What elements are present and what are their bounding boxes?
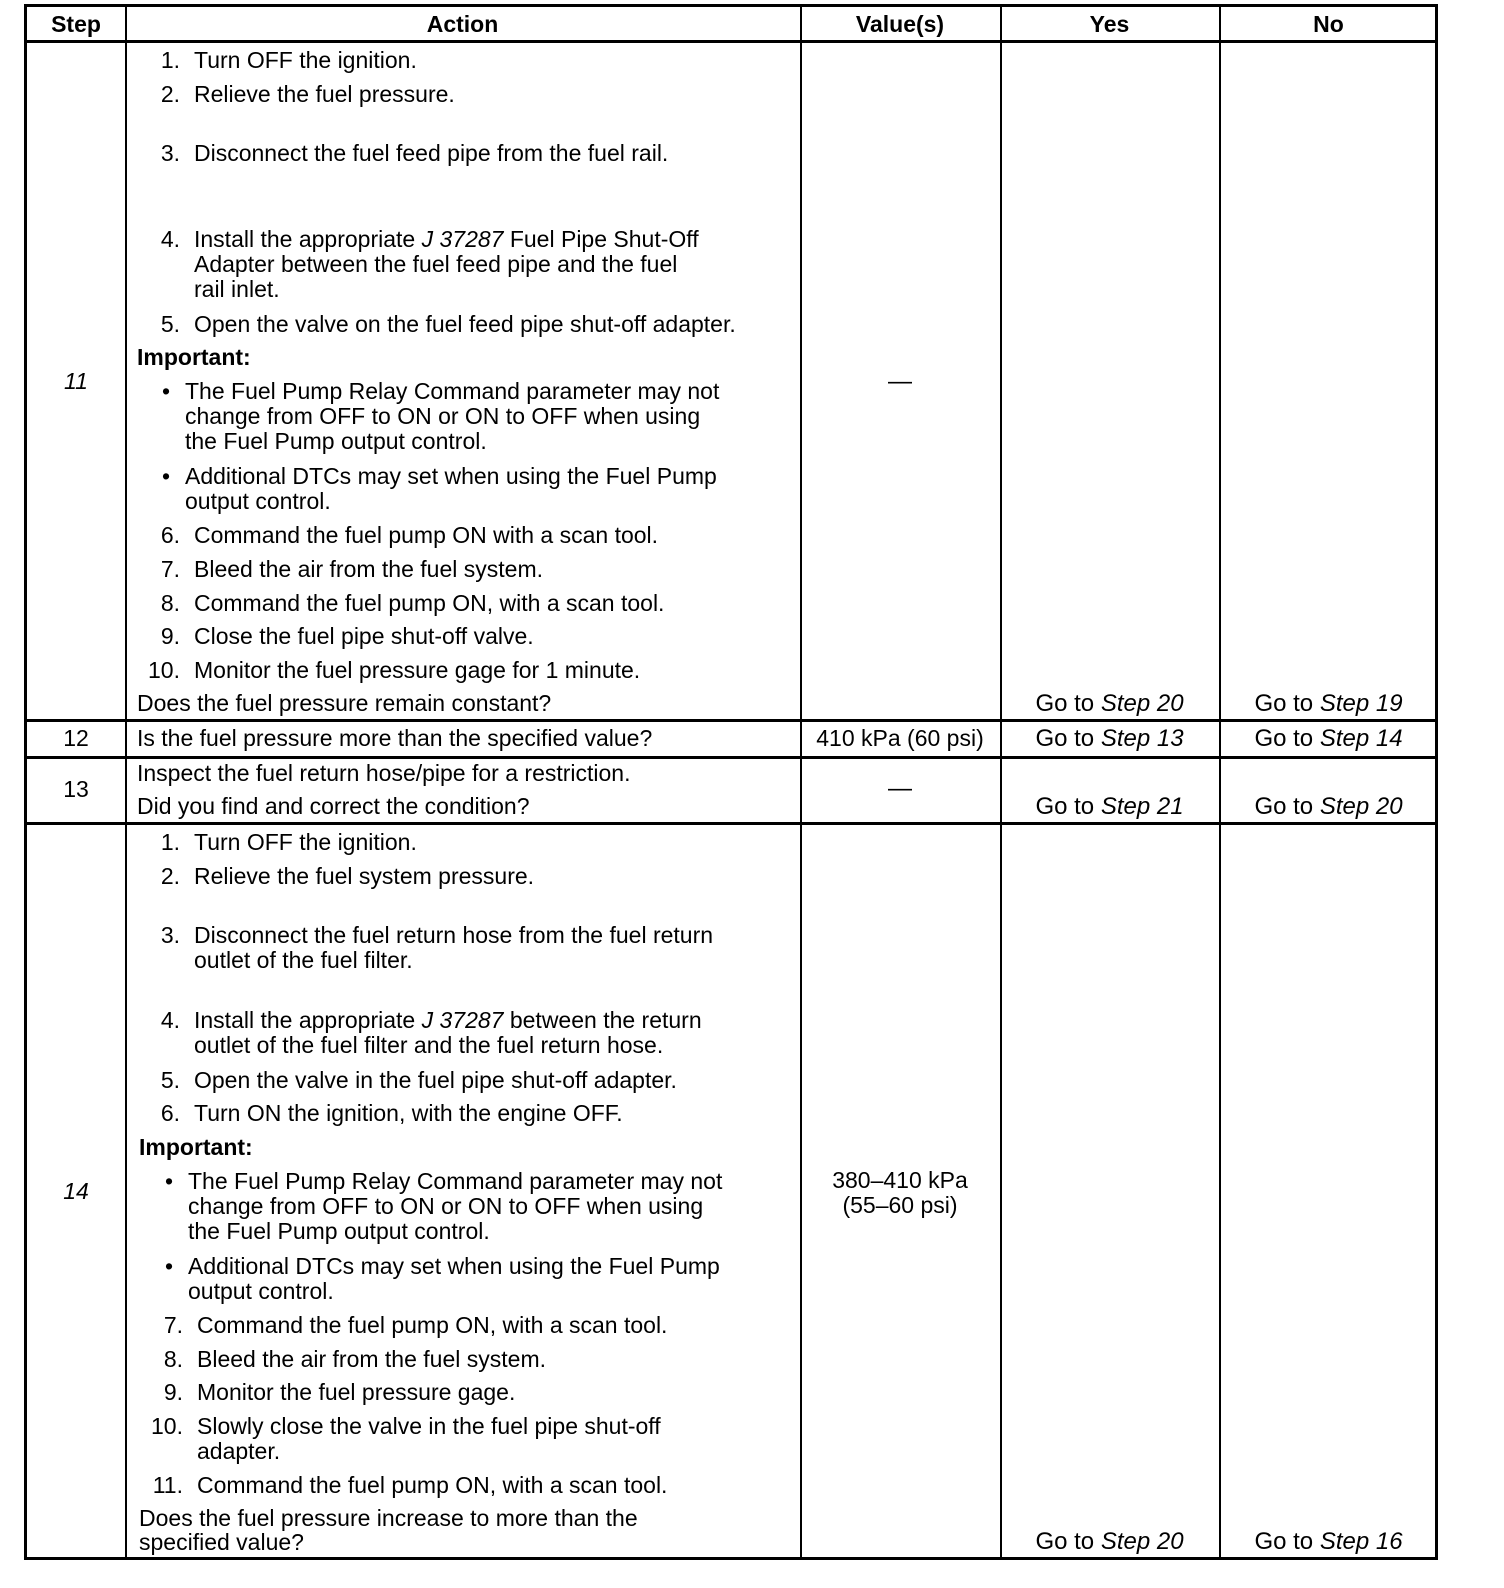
action-text: outlet of the fuel filter. xyxy=(194,947,413,973)
action-text: Turn OFF the ignition. xyxy=(194,829,417,855)
action-text: Disconnect the fuel return hose from the fuel return xyxy=(194,922,714,948)
action-text: adapter. xyxy=(197,1438,281,1464)
list-number: 3. xyxy=(160,922,180,948)
action-text: Close the fuel pipe shut-off valve. xyxy=(194,623,534,649)
list-number: 2. xyxy=(160,81,180,107)
bullet-text: output control. xyxy=(185,488,331,514)
yes-goto xyxy=(1000,1529,1219,1555)
row-divider xyxy=(27,822,1435,825)
value-text: 410 kPa (60 psi) xyxy=(816,725,984,751)
list-number: 8. xyxy=(163,1346,183,1372)
list-number: 8. xyxy=(160,590,180,616)
action-text: Slowly close the valve in the fuel pipe shut-off xyxy=(197,1413,661,1439)
col-divider xyxy=(1000,7,1002,1557)
header-action: Action xyxy=(426,11,499,37)
list-number: 10. xyxy=(148,657,180,683)
goto-step: Step 19 xyxy=(1319,690,1403,717)
action-text: outlet of the fuel filter and the fuel return hose. xyxy=(194,1032,664,1058)
bullet-text: Additional DTCs may set when using the Fuel Pump xyxy=(188,1253,720,1279)
question-text: Did you find and correct the condition? xyxy=(137,793,530,819)
list-number: 3. xyxy=(160,140,180,166)
action-text xyxy=(194,1008,702,1033)
yes-goto xyxy=(1000,794,1219,820)
goto-prefix: Go to xyxy=(1035,690,1101,717)
action-text: rail inlet. xyxy=(194,276,280,302)
list-number: 7. xyxy=(160,556,180,582)
action-text: Command the fuel pump ON, with a scan tool. xyxy=(194,590,665,616)
goto-step: Step 20 xyxy=(1100,690,1184,717)
goto-step: Step 20 xyxy=(1100,1528,1184,1555)
goto-step: Step 14 xyxy=(1319,725,1403,752)
goto-step: Step 16 xyxy=(1319,1528,1403,1555)
bullet-text: change from OFF to ON or ON to OFF when using xyxy=(185,403,701,429)
action-text: Bleed the air from the fuel system. xyxy=(197,1346,546,1372)
action-text: Inspect the fuel return hose/pipe for a restriction. xyxy=(137,760,631,786)
list-number: 7. xyxy=(163,1312,183,1338)
bullet-text: the Fuel Pump output control. xyxy=(185,428,487,454)
action-text: Disconnect the fuel feed pipe from the fuel rail. xyxy=(194,140,669,166)
header-step: Step xyxy=(51,11,101,37)
list-number: 4. xyxy=(160,1007,180,1033)
goto-prefix: Go to xyxy=(1254,690,1320,717)
question-text: Does the fuel pressure increase to more than the xyxy=(139,1505,638,1531)
header-values: Value(s) xyxy=(855,11,945,37)
step-number: 14 xyxy=(63,1178,89,1204)
goto-prefix: Go to xyxy=(1035,725,1101,752)
question-text: Does the fuel pressure remain constant? xyxy=(137,690,552,716)
yes-goto xyxy=(1000,691,1219,717)
row-divider xyxy=(27,756,1435,759)
important-label: Important: xyxy=(137,344,251,370)
goto-prefix: Go to xyxy=(1254,725,1320,752)
goto-step: Step 21 xyxy=(1100,793,1184,820)
action-text xyxy=(194,227,699,252)
action-text: Open the valve in the fuel pipe shut-off adapter. xyxy=(194,1067,677,1093)
value-text: (55–60 psi) xyxy=(842,1192,958,1218)
text-run: Install the appropriate xyxy=(194,1007,422,1033)
question-text: specified value? xyxy=(139,1529,304,1555)
text-run: between the return xyxy=(503,1007,702,1033)
list-number: 1. xyxy=(160,47,180,73)
tool-number: J 37287 xyxy=(421,226,504,252)
tool-number: J 37287 xyxy=(421,1007,504,1033)
no-goto xyxy=(1219,726,1438,752)
bullet-text: change from OFF to ON or ON to OFF when using xyxy=(188,1193,704,1219)
bullet-text: Additional DTCs may set when using the Fuel Pump xyxy=(185,463,717,489)
bullet: • xyxy=(165,1168,174,1194)
goto-step: Step 20 xyxy=(1319,793,1403,820)
list-number: 10. xyxy=(151,1413,183,1439)
list-number: 6. xyxy=(160,1100,180,1126)
action-text: Bleed the air from the fuel system. xyxy=(194,556,543,582)
header-no: No xyxy=(1313,11,1344,37)
row-divider xyxy=(27,719,1435,722)
step-number: 12 xyxy=(63,725,89,751)
diagnostic-table xyxy=(24,4,1438,1560)
list-number: 9. xyxy=(160,623,180,649)
no-goto xyxy=(1219,794,1438,820)
no-goto xyxy=(1219,691,1438,717)
important-label: Important: xyxy=(139,1134,253,1160)
goto-prefix: Go to xyxy=(1035,1528,1101,1555)
action-text: Command the fuel pump ON, with a scan tool. xyxy=(197,1472,668,1498)
list-number: 9. xyxy=(163,1379,183,1405)
action-text: Relieve the fuel system pressure. xyxy=(194,863,535,889)
text-run: Install the appropriate xyxy=(194,226,422,252)
action-text: Adapter between the fuel feed pipe and the fuel xyxy=(194,251,678,277)
bullet-text: output control. xyxy=(188,1278,334,1304)
goto-step: Step 13 xyxy=(1100,725,1184,752)
action-text: Turn OFF the ignition. xyxy=(194,47,417,73)
list-number: 11. xyxy=(152,1472,183,1498)
value-text: 380–410 kPa xyxy=(832,1167,968,1193)
list-number: 5. xyxy=(160,1067,180,1093)
no-goto xyxy=(1219,1529,1438,1555)
step-number: 11 xyxy=(64,368,88,394)
step-number: 13 xyxy=(63,776,89,802)
action-text: Relieve the fuel pressure. xyxy=(194,81,455,107)
action-text: Open the valve on the fuel feed pipe shut-off adapter. xyxy=(194,311,736,337)
text-run: Fuel Pipe Shut-Off xyxy=(503,226,699,252)
bullet: • xyxy=(162,463,171,489)
goto-prefix: Go to xyxy=(1035,793,1101,820)
bullet: • xyxy=(165,1253,174,1279)
yes-goto xyxy=(1000,726,1219,752)
action-text: Command the fuel pump ON, with a scan tool. xyxy=(197,1312,668,1338)
list-number: 1. xyxy=(160,829,180,855)
bullet-text: The Fuel Pump Relay Command parameter may not xyxy=(188,1168,723,1194)
action-text: Monitor the fuel pressure gage. xyxy=(197,1379,516,1405)
header-yes: Yes xyxy=(1089,11,1130,37)
col-divider xyxy=(125,7,127,1557)
list-number: 2. xyxy=(160,863,180,889)
action-text: Turn ON the ignition, with the engine OFF. xyxy=(194,1100,623,1126)
col-divider xyxy=(1219,7,1221,1557)
value-text: — xyxy=(888,775,912,802)
question-text: Is the fuel pressure more than the specified value? xyxy=(137,725,653,751)
list-number: 4. xyxy=(160,226,180,252)
bullet: • xyxy=(162,378,171,404)
goto-prefix: Go to xyxy=(1254,1528,1320,1555)
goto-prefix: Go to xyxy=(1254,793,1320,820)
bullet-text: the Fuel Pump output control. xyxy=(188,1218,490,1244)
action-text: Command the fuel pump ON with a scan tool. xyxy=(194,522,659,548)
action-text: Monitor the fuel pressure gage for 1 minute. xyxy=(194,657,641,683)
list-number: 5. xyxy=(160,311,180,337)
list-number: 6. xyxy=(160,522,180,548)
value-text: — xyxy=(888,368,912,395)
bullet-text: The Fuel Pump Relay Command parameter may not xyxy=(185,378,720,404)
